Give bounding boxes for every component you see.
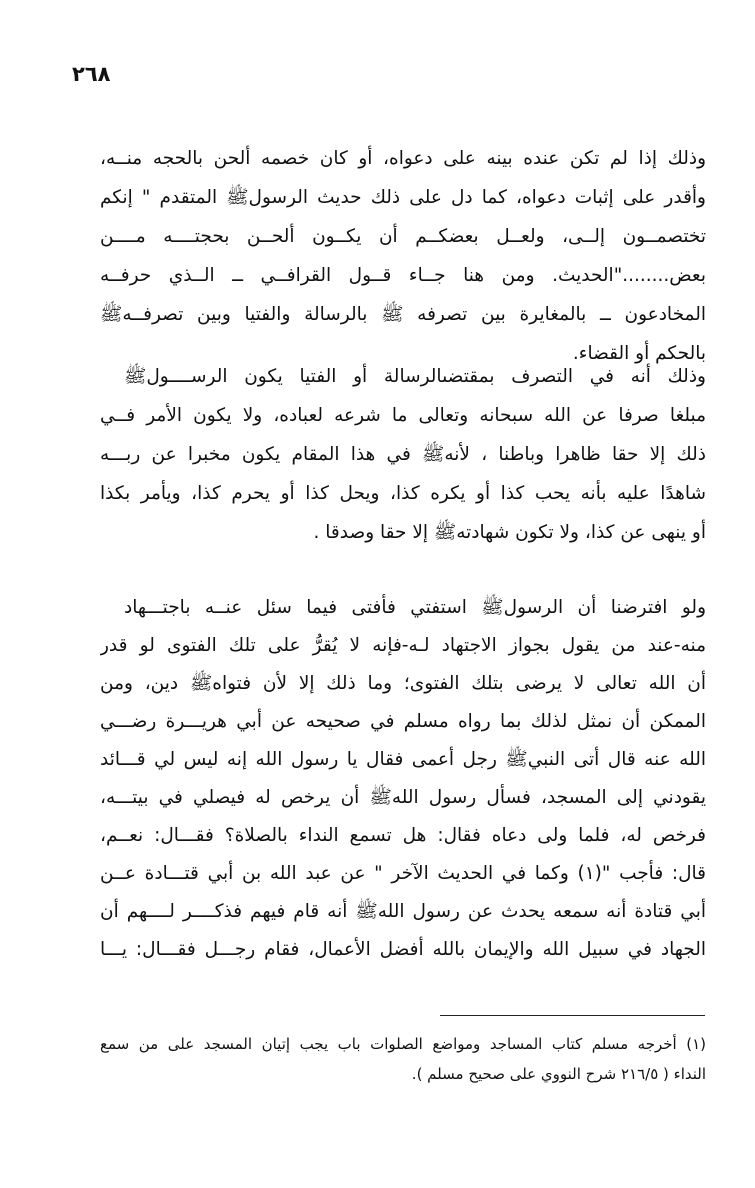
text-line: ذلك إلا حقا ظاهرا وباطنا ، لأنهﷺ في هذا المقام يكون مخبرا عن ربـــه	[100, 444, 706, 465]
text-line: وذلك أنه في التصرف بمقتضىالرسالة أو الفتيا يكون الرســــولﷺ	[124, 366, 706, 387]
text-line: بعض........"الحديث. ومن هنا جــاء قــول القرافــي ــ الــذي حرفــه	[100, 265, 706, 286]
text-line: منه-عند من يقول بجواز الاجتهاد لـه-فإنه لا يُقرُّ على تلك الفتوى لو قدر	[100, 635, 706, 656]
text-line: ولو افترضنا أن الرسولﷺ استفتي فأفتى فيما سئل عنــه باجتـــهاد	[124, 597, 706, 618]
text-line: أبي قتادة أنه سمعه يحدث عن رسول اللهﷺ أنه قام فيهم فذكــــر لــــهم أن	[100, 901, 706, 922]
text-line: وذلك إذا لم تكن عنده بينه على دعواه، أو كان خصمه ألحن بالحجه منــه،	[100, 148, 706, 169]
text-line: تختصمــون إلــى، ولعــل بعضكــم أن يكــون ألحــن بحجتــــه مــــن	[100, 226, 706, 247]
text-line: مبلغا صرفا عن الله سبحانه وتعالى ما شرعه لعباده، ولا يكون الأمر فــي	[100, 405, 706, 426]
page-number: ٢٦٨	[72, 62, 111, 86]
text-line: أو ينهى عن كذا، ولا تكون شهادتهﷺ إلا حقا وصدقا .	[313, 522, 706, 543]
text-line: أن الله تعالى لا يرضى بتلك الفتوى؛ وما ذلك إلا لأن فتواهﷺ دين، ومن	[100, 673, 706, 694]
text-line: وأقدر على إثبات دعواه، كما دل على ذلك حديث الرسولﷺ المتقدم " إنكم	[100, 187, 706, 208]
text-line: قال: فأجب "(١) وكما في الحديث الآخر " عن عبد الله بن أبي قتـــادة عــن	[100, 863, 706, 884]
text-line: شاهدًا عليه بأنه يحب كذا أو يكره كذا، ويحل كذا أو يحرم كذا، ويأمر بكذا	[100, 483, 706, 504]
text-line: يقودني إلى المسجد، فسأل رسول اللهﷺ أن يرخص له فيصلي في بيتـــه،	[100, 787, 706, 808]
text-line: الممكن أن نمثل لذلك بما رواه مسلم في صحيحه عن أبي هريـــرة رضـــي	[100, 711, 706, 732]
text-line: الجهاد في سبيل الله والإيمان بالله أفضل الأعمال، فقام رجـــل فقـــال: يـــا	[100, 939, 706, 960]
footnote-divider	[440, 1015, 705, 1016]
footnote-line: النداء ( ٢١٦/٥ شرح النووي على صحيح مسلم ).	[411, 1065, 706, 1083]
text-line: الله عنه قال أتى النبيﷺ رجل أعمى فقال يا رسول الله إنه ليس لي قـــائد	[100, 749, 706, 770]
text-line: بالحكم أو القضاء.	[572, 343, 706, 364]
footnote-line: (١) أخرجه مسلم كتاب المساجد ومواضع الصلوات باب يجب إتيان المسجد على من سمع	[100, 1035, 706, 1053]
text-line: المخادعون ــ بالمغايرة بين تصرفه ﷺ بالرسالة والفتيا وبين تصرفــهﷺ	[100, 304, 706, 325]
text-line: فرخص له، فلما ولى دعاه فقال: هل تسمع النداء بالصلاة؟ فقـــال: نعــم،	[100, 825, 706, 846]
